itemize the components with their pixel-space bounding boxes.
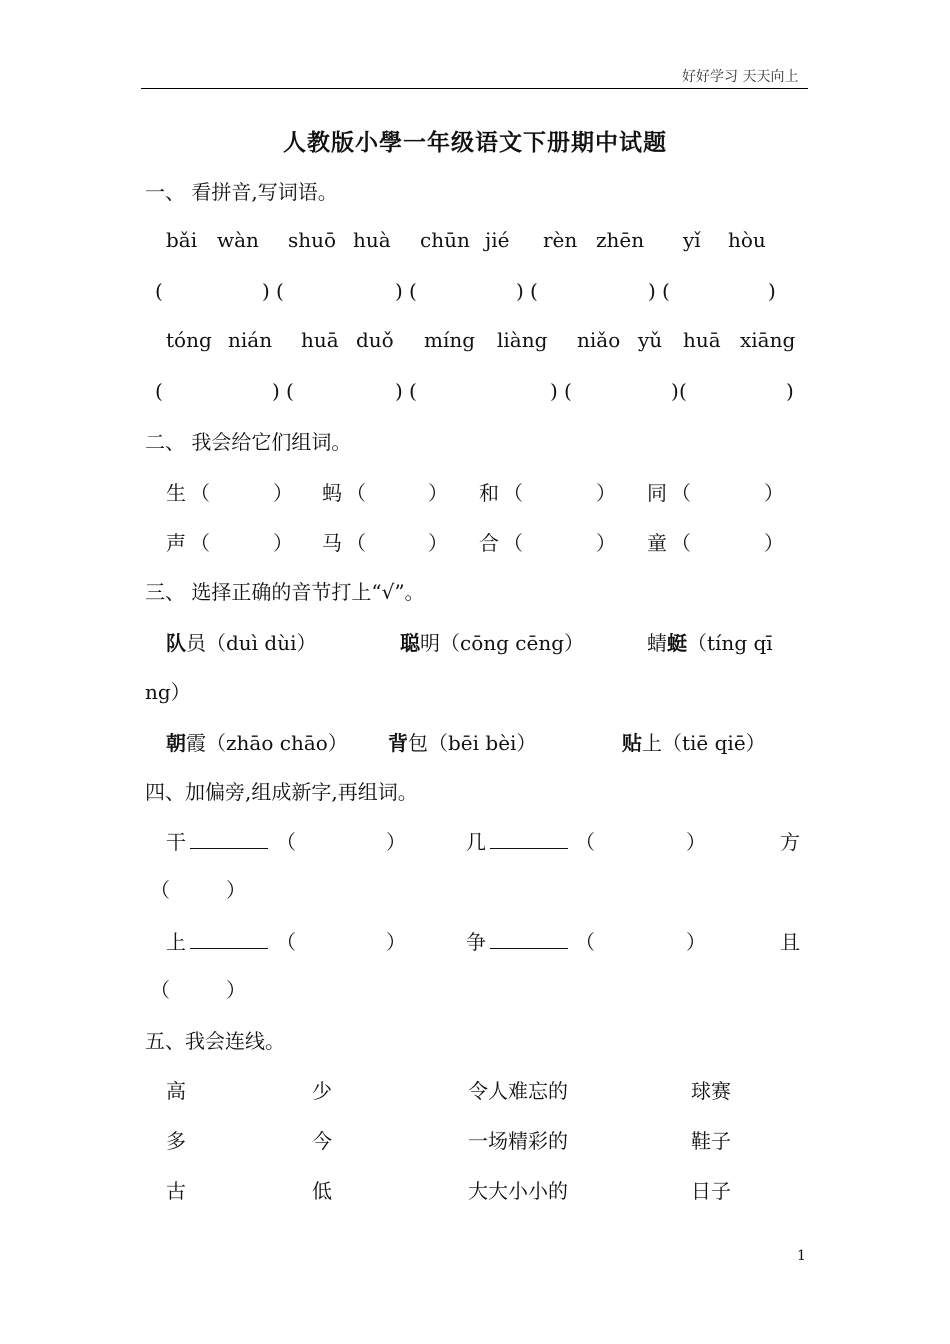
- word-char: 和: [479, 481, 499, 505]
- pinyin: jié: [485, 228, 510, 252]
- pinyin: wàn: [217, 228, 259, 252]
- radical-blank[interactable]: [490, 830, 568, 849]
- answer-paren-close: ）: [764, 531, 784, 555]
- match-item[interactable]: 低: [312, 1179, 332, 1203]
- answer-paren-close: ): [648, 279, 656, 303]
- answer-paren-open[interactable]: （: [346, 531, 366, 555]
- match-item[interactable]: 多: [166, 1129, 186, 1153]
- answer-paren-open[interactable]: （: [190, 531, 210, 555]
- answer-paren-close: ）: [686, 930, 706, 954]
- radical-item: 争: [466, 926, 572, 955]
- answer-paren-close: ）: [226, 878, 246, 902]
- pinyin-choice-item: 贴上（tiē qiē）: [622, 731, 766, 755]
- answer-paren-close: ）: [386, 830, 406, 854]
- pinyin: hòu: [728, 228, 766, 252]
- answer-paren-close: ): [395, 379, 403, 403]
- radical-item: 上: [166, 926, 272, 955]
- pinyin-choice-item: 聪明（cōng cēng）: [400, 631, 585, 655]
- pinyin: chūn: [420, 228, 470, 252]
- pinyin: rèn: [543, 228, 578, 252]
- word-char: 生: [166, 481, 186, 505]
- word-char: 马: [322, 531, 342, 555]
- answer-paren-close: ）: [686, 830, 706, 854]
- pinyin: zhēn: [596, 228, 645, 252]
- match-item[interactable]: 鞋子: [691, 1129, 731, 1153]
- word-char: 童: [647, 531, 667, 555]
- answer-paren-close: ): [272, 379, 280, 403]
- pinyin: huà: [353, 228, 391, 252]
- answer-paren-close: ）: [596, 531, 616, 555]
- answer-paren-open[interactable]: （: [150, 878, 170, 902]
- word-char: 合: [479, 531, 499, 555]
- answer-paren-open[interactable]: （: [190, 481, 210, 505]
- section-3-heading: 三、 选择正确的音节打上“√”。: [145, 580, 425, 604]
- pinyin-choice-continuation: ng）: [145, 680, 191, 704]
- answer-paren-close: ): [550, 379, 558, 403]
- answer-paren-close: ）: [428, 481, 448, 505]
- page-header-text: 好好学习 天天向上: [682, 69, 799, 85]
- answer-paren-close: ）: [596, 481, 616, 505]
- pinyin: huā: [301, 328, 339, 352]
- answer-paren-open[interactable]: （: [575, 830, 595, 854]
- answer-paren-open[interactable]: (: [155, 379, 163, 403]
- answer-paren-open[interactable]: (: [276, 279, 284, 303]
- match-item[interactable]: 一场精彩的: [468, 1129, 568, 1153]
- match-item[interactable]: 球赛: [691, 1079, 731, 1103]
- answer-paren-close: ）: [386, 930, 406, 954]
- answer-paren-close: ）: [764, 481, 784, 505]
- radical-item: 且: [780, 930, 800, 954]
- pinyin-choice-item: 蜻蜓（tíng qī: [647, 631, 773, 655]
- match-item[interactable]: 少: [312, 1079, 332, 1103]
- answer-paren-close: ): [262, 279, 270, 303]
- answer-paren-open[interactable]: (: [286, 379, 294, 403]
- radical-item: 几: [466, 826, 572, 855]
- pinyin: niǎo: [577, 328, 621, 352]
- answer-paren-open[interactable]: (: [530, 279, 538, 303]
- answer-paren-close: ): [786, 379, 794, 403]
- radical-item: 方: [780, 830, 800, 854]
- answer-paren-close: ): [768, 279, 776, 303]
- answer-paren-close: ): [671, 379, 679, 403]
- pinyin: míng: [424, 328, 476, 352]
- pinyin: yǐ: [683, 228, 701, 252]
- answer-paren-open[interactable]: （: [276, 930, 296, 954]
- match-item[interactable]: 今: [312, 1129, 332, 1153]
- radical-blank[interactable]: [490, 930, 568, 949]
- pinyin: duǒ: [356, 328, 394, 352]
- pinyin: bǎi: [166, 228, 198, 252]
- section-2-heading: 二、 我会给它们组词。: [145, 430, 352, 454]
- answer-paren-open[interactable]: （: [503, 531, 523, 555]
- section-1-heading: 一、 看拼音,写词语。: [145, 180, 338, 204]
- answer-paren-close: ): [516, 279, 524, 303]
- word-char: 蚂: [322, 481, 342, 505]
- radical-blank[interactable]: [190, 930, 268, 949]
- pinyin: shuō: [288, 228, 337, 252]
- answer-paren-open[interactable]: （: [575, 930, 595, 954]
- match-item[interactable]: 高: [166, 1079, 186, 1103]
- pinyin-choice-item: 队员（duì dùi）: [166, 631, 317, 655]
- answer-paren-open[interactable]: （: [671, 531, 691, 555]
- answer-paren-open[interactable]: (: [564, 379, 572, 403]
- answer-paren-open[interactable]: （: [503, 481, 523, 505]
- header-rule: [141, 88, 808, 89]
- page-title: 人教版小學一年级语文下册期中试题: [283, 129, 667, 156]
- section-4-heading: 四、加偏旁,组成新字,再组词。: [145, 780, 418, 804]
- pinyin-choice-item: 背包（bēi bèi）: [388, 731, 537, 755]
- radical-blank[interactable]: [190, 830, 268, 849]
- answer-paren-open[interactable]: （: [276, 830, 296, 854]
- match-item[interactable]: 古: [166, 1179, 186, 1203]
- answer-paren-open[interactable]: (: [662, 279, 670, 303]
- match-item[interactable]: 大大小小的: [468, 1179, 568, 1203]
- answer-paren-close: ）: [273, 481, 293, 505]
- answer-paren-close: ）: [428, 531, 448, 555]
- pinyin: liàng: [497, 328, 548, 352]
- match-item[interactable]: 令人难忘的: [468, 1079, 568, 1103]
- pinyin: yǔ: [638, 328, 663, 352]
- word-char: 声: [166, 531, 186, 555]
- answer-paren-open[interactable]: （: [150, 978, 170, 1002]
- page-number: 1: [797, 1248, 806, 1264]
- answer-paren-open[interactable]: （: [346, 481, 366, 505]
- section-5-heading: 五、我会连线。: [145, 1029, 285, 1053]
- pinyin: tóng: [166, 328, 212, 352]
- radical-item: 干: [166, 826, 272, 855]
- match-item[interactable]: 日子: [691, 1179, 731, 1203]
- answer-paren-open[interactable]: (: [679, 379, 687, 403]
- pinyin: nián: [228, 328, 273, 352]
- pinyin-choice-item: 朝霞（zhāo chāo）: [166, 731, 348, 755]
- answer-paren-open[interactable]: (: [409, 279, 417, 303]
- word-char: 同: [647, 481, 667, 505]
- answer-paren-open[interactable]: （: [671, 481, 691, 505]
- answer-paren-open[interactable]: (: [409, 379, 417, 403]
- answer-paren-close: ）: [273, 531, 293, 555]
- answer-paren-close: ): [395, 279, 403, 303]
- pinyin: huā: [683, 328, 721, 352]
- answer-paren-open[interactable]: (: [155, 279, 163, 303]
- answer-paren-close: ）: [226, 978, 246, 1002]
- pinyin: xiāng: [740, 328, 796, 352]
